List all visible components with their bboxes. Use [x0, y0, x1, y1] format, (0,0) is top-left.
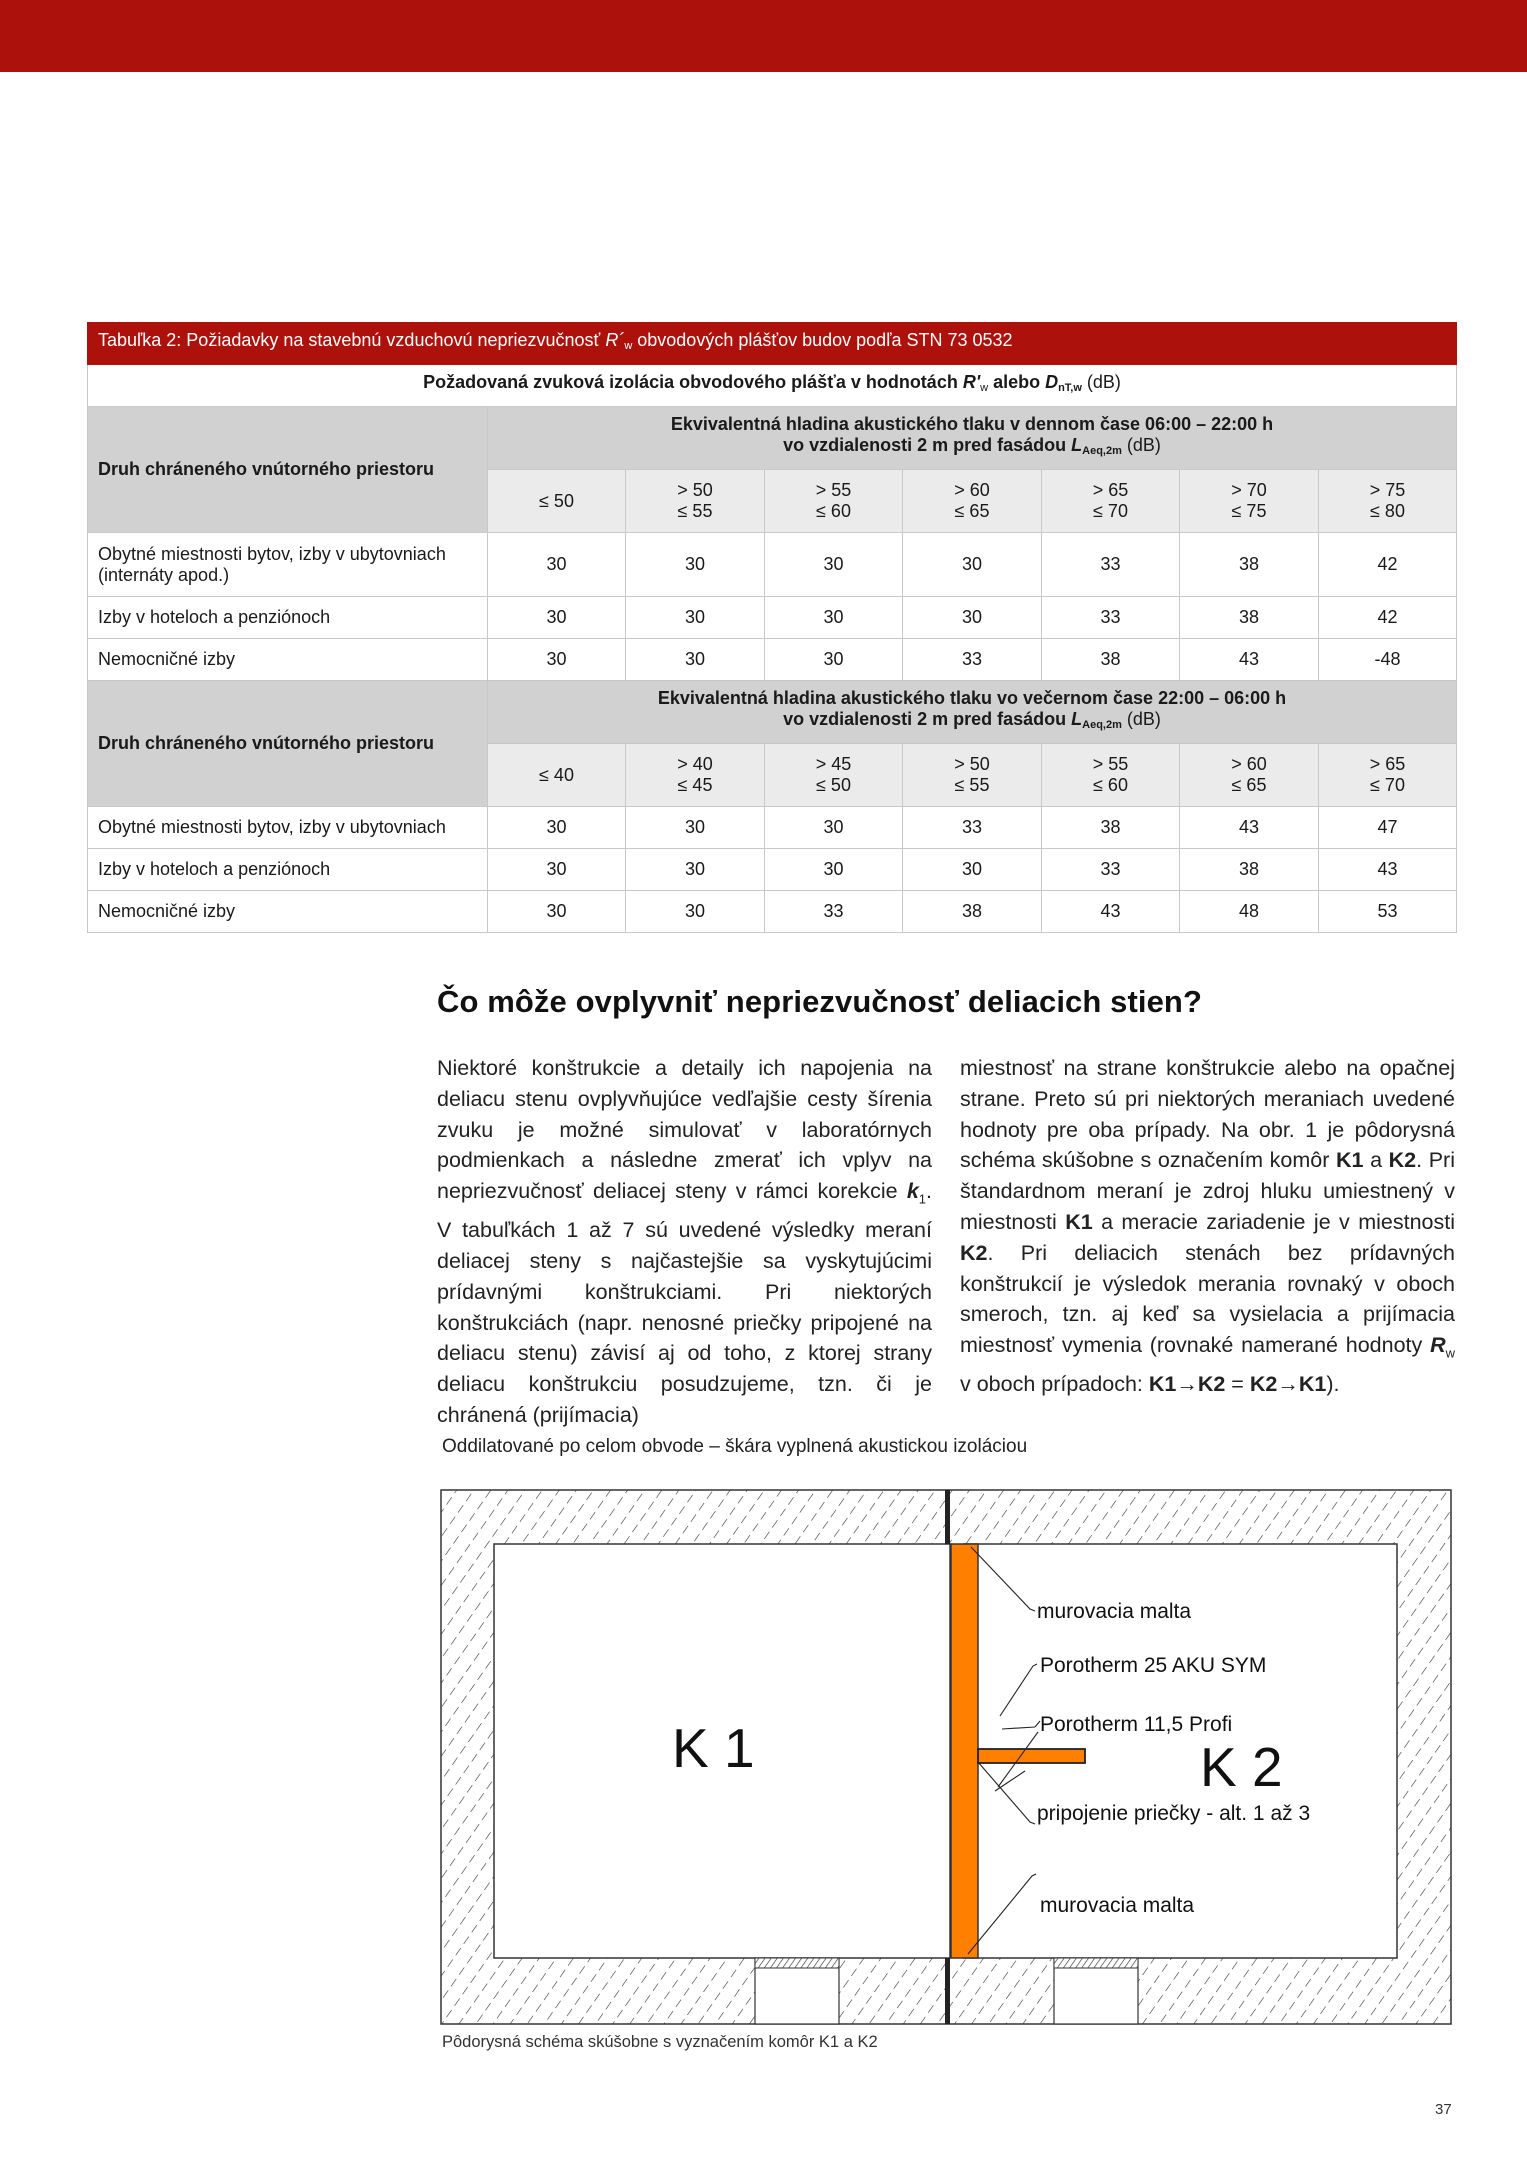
day-range: > 55 ≤ 60 — [765, 470, 903, 533]
day-group-header: Ekvivalentná hladina akustického tlaku v dennom čase 06:00 – 22:00 h vo vzdialenosti 2 m pred fasádou $L_{Aeq,2m}$ (dB) — [488, 407, 1457, 470]
day-range: > 60 ≤ 65 — [903, 470, 1042, 533]
table-row: Nemocničné izby 30 30 30 33 38 43 -48 — [88, 639, 1457, 681]
figure-caption-bottom: Pôdorysná schéma skúšobne s vyznačením komôr K1 a K2 — [442, 2033, 878, 2051]
article-column-left: Niektoré konštrukcie a detaily ich napojenia na deliacu stenu ovplyvňujúce vedľajšie cesty šírenia zvuku je možné simulovať v laboratórnych podmienkach a následne zmerať ich vplyv na nepriezvučnosť deliacej steny v rámci korekcie $k_1$. V tabuľkách 1 až 7 sú uvedené výsledky meraní deliacej steny s najčastejšie sa vyskytujúcimi prídavnými konštrukciami. Pri niektorých konštrukciách (napr. nenosné priečky pripojené na deliacu stenu) závisí aj od toho, z ktorej strany deliacu konštrukciu posudzujeme, tzn. či je chránená (prijímacia) — [437, 1056, 932, 1428]
expansion-joint-bottom — [945, 1958, 950, 2024]
section-heading: Čo môže ovplyvniť nepriezvučnosť deliacich stien? — [437, 984, 1203, 1019]
night-range: ≤ 40 — [488, 744, 626, 807]
row-header-day: Druh chráneného vnútorného priestoru — [88, 407, 488, 533]
figure-caption-top: Oddilatované po celom obvode – škára vyplnená akustickou izoláciou — [442, 1436, 1028, 1457]
night-range: > 55 ≤ 60 — [1042, 744, 1180, 807]
day-range: ≤ 50 — [488, 470, 626, 533]
night-range: > 50 ≤ 55 — [903, 744, 1042, 807]
table-row: Obytné miestnosti bytov, izby v ubytovniach 30 30 30 33 38 43 47 — [88, 807, 1457, 849]
night-range: > 40 ≤ 45 — [626, 744, 765, 807]
expansion-joint-top — [945, 1490, 950, 1544]
dividing-wall — [951, 1544, 978, 1958]
row-header-night: Druh chráneného vnútorného priestoru — [88, 681, 488, 807]
day-range: > 50 ≤ 55 — [626, 470, 765, 533]
table-row: Obytné miestnosti bytov, izby v ubytovniach (internáty apod.) 30 30 30 30 33 38 42 — [88, 533, 1457, 597]
day-range: > 65 ≤ 70 — [1042, 470, 1180, 533]
label-mortar-bottom: murovacia malta — [1040, 1894, 1195, 1917]
article-column-right: miestnosť na strane konštrukcie alebo na opačnej strane. Preto sú pri niektorých meraniach uvedené hodnoty pre oba prípady. Na obr. 1 je pôdorysná schéma skúšobne s označením komôr K1 a K2. Pri štandardnom meraní je zdroj hluku umiestnený v miestnosti K1 a meracie zariadenie je v miestnosti K2. Pri deliacich stenách bez prídavných konštrukcií je výsledok merania rovnaký v oboch smeroch, tzn. aj keď sa vysielacia a prijímacia miestnosť vymenia (rovnaké namerané hodnoty $R_w$ v oboch prípadoch: K1→K2 = K2→K1). — [960, 1056, 1455, 1397]
night-range: > 65 ≤ 70 — [1319, 744, 1457, 807]
room-label-k1: K 1 — [672, 1717, 755, 1779]
night-range: > 60 ≤ 65 — [1180, 744, 1319, 807]
table-title: Tabuľka 2: Požiadavky na stavebnú vzduchovú nepriezvučnosť $R´_w$ obvodových plášťov budov podľa STN 73 0532 — [88, 323, 1457, 365]
partition-wall — [978, 1749, 1085, 1763]
requirements-table — [87, 322, 1457, 933]
night-group-header: Ekvivalentná hladina akustického tlaku vo večernom čase 22:00 – 06:00 h vo vzdialenosti 2 m pred fasádou $L_{Aeq,2m}$ (dB) — [488, 681, 1457, 744]
table-row: Izby v hoteloch a penziónoch 30 30 30 30 33 38 42 — [88, 597, 1457, 639]
night-range: > 45 ≤ 50 — [765, 744, 903, 807]
table-row: Izby v hoteloch a penziónoch 30 30 30 30 33 38 43 — [88, 849, 1457, 891]
label-mortar-top: murovacia malta — [1037, 1600, 1192, 1623]
header-band — [0, 0, 1527, 72]
requirement-header: Požadovaná zvuková izolácia obvodového plášťa v hodnotách $R'_w$ alebo $D_{nT,w}$ (dB) — [88, 365, 1457, 407]
day-range: > 75 ≤ 80 — [1319, 470, 1457, 533]
label-wall-main: Porotherm 25 AKU SYM — [1040, 1654, 1267, 1677]
label-wall-partition: Porotherm 11,5 Profi — [1040, 1713, 1233, 1736]
table-row: Nemocničné izby 30 30 33 38 43 48 53 — [88, 891, 1457, 933]
room-label-k2: K 2 — [1200, 1736, 1283, 1798]
page-number: 37 — [1435, 2101, 1452, 2118]
floor-plan-diagram — [440, 1489, 1452, 2025]
label-connection: pripojenie priečky - alt. 1 až 3 — [1037, 1802, 1311, 1825]
day-range: > 70 ≤ 75 — [1180, 470, 1319, 533]
